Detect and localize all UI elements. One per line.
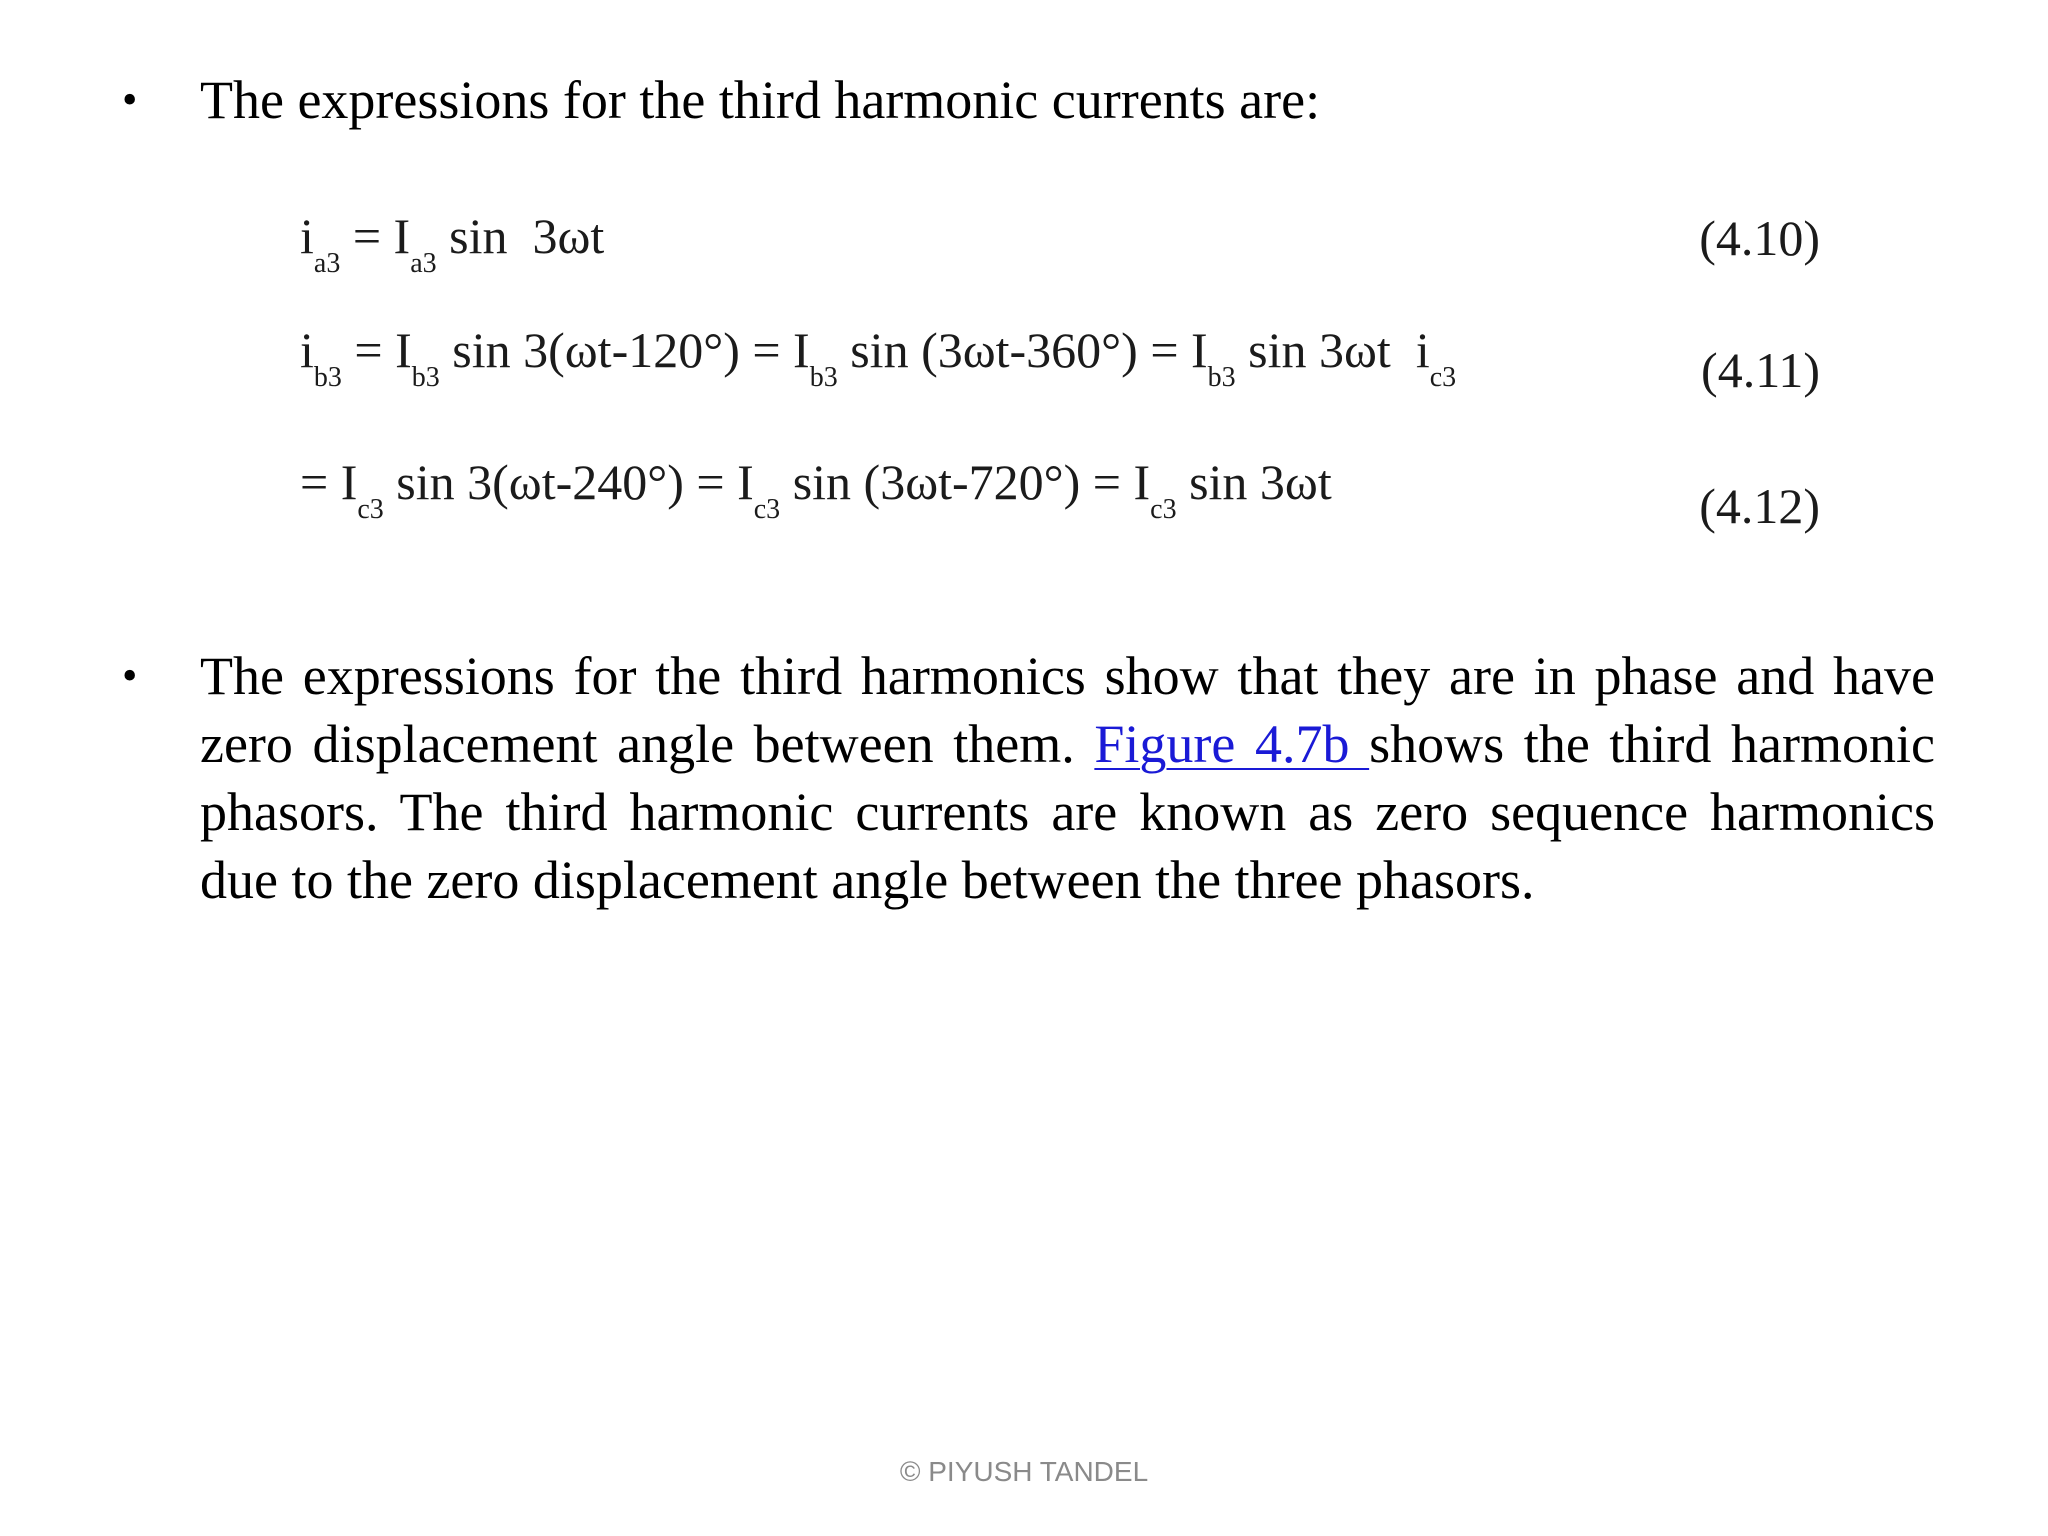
bullet-item-explanation bbox=[122, 642, 1935, 914]
eq-subscript: b3 bbox=[411, 362, 440, 393]
equation-number: (4.11) bbox=[1701, 342, 1820, 398]
equation-4-10 bbox=[300, 206, 604, 286]
eq-symbol: i bbox=[300, 322, 314, 378]
figure-4-7b-link[interactable]: Figure 4.7b bbox=[1094, 714, 1370, 774]
eq-subscript: b3 bbox=[313, 362, 342, 393]
eq-text: sin (3ωt-360°) = I bbox=[837, 322, 1208, 378]
eq-text: sin 3(ωt-240°) = I bbox=[383, 454, 754, 510]
eq-subscript: b3 bbox=[1207, 362, 1236, 393]
equation-4-11 bbox=[300, 320, 1456, 400]
bullet-text bbox=[200, 642, 1935, 914]
equation-number: (4.12) bbox=[1699, 478, 1820, 534]
eq-text: = bbox=[340, 208, 394, 264]
eq-symbol: I bbox=[393, 208, 411, 264]
eq-subscript: a3 bbox=[313, 248, 341, 279]
eq-text: sin 3ωt i bbox=[1235, 322, 1430, 378]
eq-symbol: i bbox=[300, 208, 314, 264]
equation-4-12 bbox=[300, 452, 1332, 532]
bullet-text-part: shows the third harmonic phasors. The third harmonic currents are known as zero sequence harmonics due to the zero displacement angle between the three phasors. bbox=[200, 714, 1935, 910]
copyright-footer: © PIYUSH TANDEL bbox=[899, 1456, 1149, 1487]
eq-subscript: a3 bbox=[410, 248, 437, 279]
bullet-dot-icon: • bbox=[122, 651, 138, 700]
eq-text: sin 3ωt bbox=[1176, 454, 1332, 510]
bullet-item-intro bbox=[122, 66, 1935, 134]
eq-text: sin 3(ωt-120°) = I bbox=[439, 322, 810, 378]
eq-text: = I bbox=[341, 322, 412, 378]
eq-subscript: c3 bbox=[1150, 494, 1177, 525]
equation-number: (4.10) bbox=[1699, 210, 1820, 266]
eq-text: sin (3ωt-720°) = I bbox=[780, 454, 1151, 510]
bullet-text-part: The expressions for the third harmonics show that they are in phase and have zero displacement angle between them. bbox=[200, 646, 1935, 774]
bullet-dot-icon: • bbox=[122, 75, 138, 124]
bullet-text: The expressions for the third harmonic currents are: bbox=[200, 70, 1321, 130]
eq-text: sin 3ωt bbox=[436, 208, 605, 264]
eq-subscript: b3 bbox=[809, 362, 838, 393]
eq-subscript: c3 bbox=[1429, 362, 1457, 393]
eq-subscript: c3 bbox=[357, 494, 384, 525]
eq-subscript: c3 bbox=[753, 494, 781, 525]
eq-text: = I bbox=[300, 454, 358, 510]
